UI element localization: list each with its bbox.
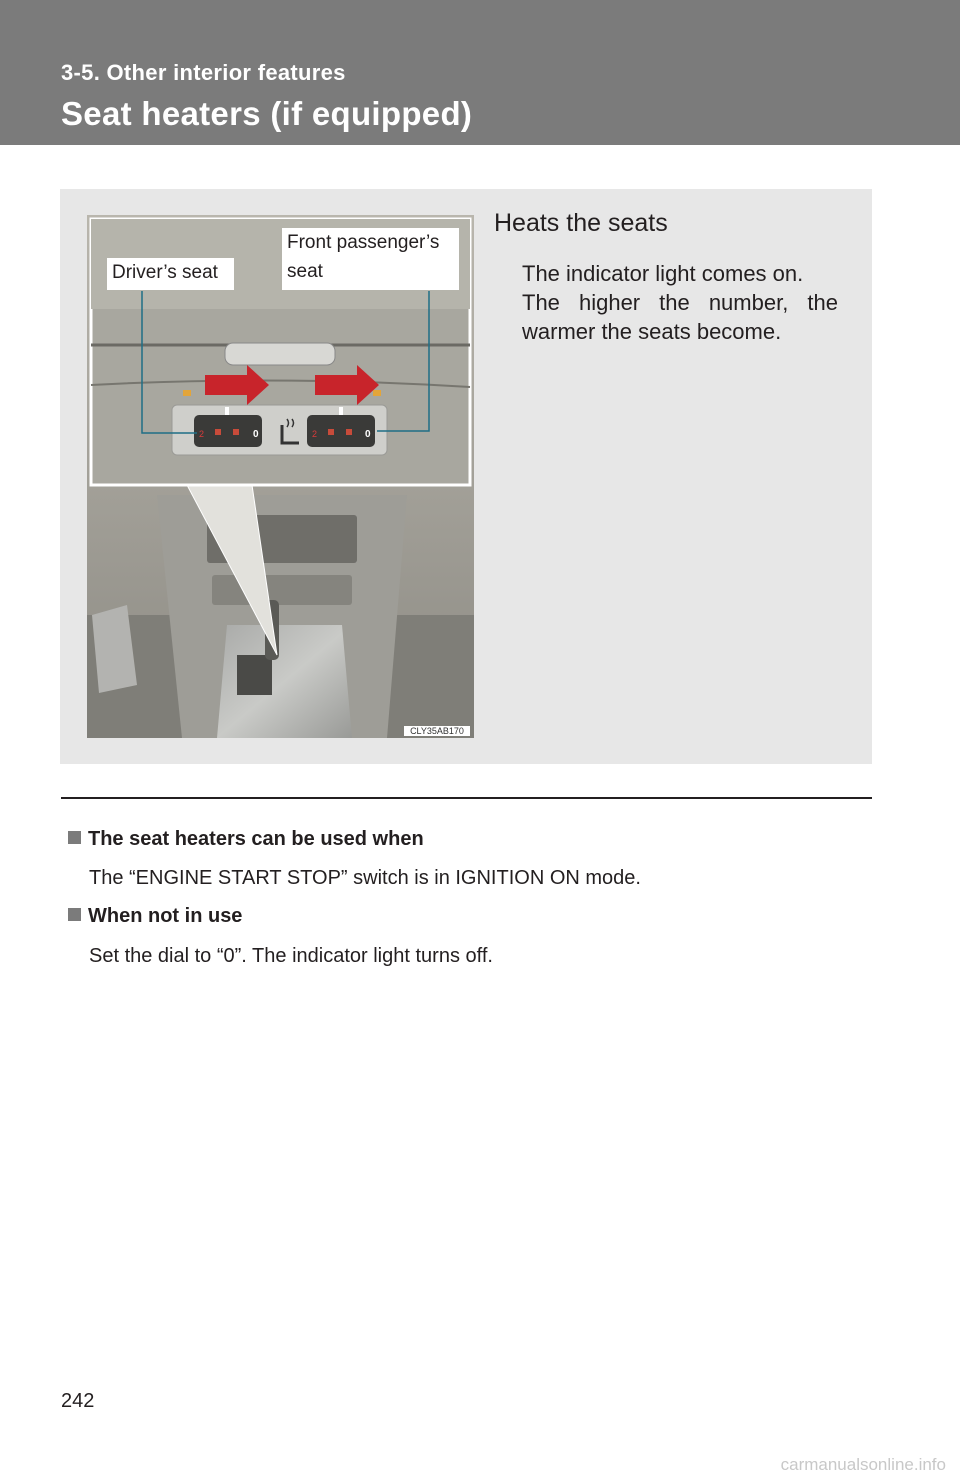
left-dial-num-2: 2 (199, 429, 205, 439)
watermark: carmanualsonline.info (780, 1455, 946, 1474)
passenger-label-line1: Front passenger’s (287, 232, 440, 253)
inset-handle (225, 343, 335, 365)
right-dial-num-0: 0 (365, 429, 371, 440)
figure-code: CLY35AB170 (404, 726, 470, 736)
section-label: 3-5. Other interior features (61, 60, 346, 85)
passenger-label-line2: seat (287, 261, 323, 282)
right-dial-num-2: 2 (312, 429, 318, 439)
passenger-seat-label (282, 228, 459, 290)
description-line: The indicator light comes on. (522, 261, 804, 286)
page-header (0, 0, 960, 145)
bullet-square-icon (68, 908, 81, 921)
word: The (522, 290, 560, 315)
word: the (659, 290, 690, 315)
left-dial-num-0: 0 (253, 429, 259, 440)
note-body-not-in-use: Set the dial to “0”. The indicator light turns off. (89, 945, 493, 967)
note-body-usage: The “ENGINE START STOP” switch is in IGNITION ON mode. (89, 867, 641, 889)
word: number, (708, 290, 789, 315)
note-title-not-in-use: When not in use (68, 905, 242, 928)
description-text (522, 259, 838, 346)
description-line: warmer the seats become. (522, 319, 782, 344)
word: higher (578, 290, 641, 315)
driver-seat-label: Driver’s seat (107, 258, 234, 290)
word: the (807, 290, 838, 315)
shifter-gate (237, 655, 272, 695)
section-divider (61, 797, 872, 799)
bullet-square-icon (68, 831, 81, 844)
description-line-justified (522, 288, 838, 317)
page-title: Seat heaters (if equipped) (61, 95, 473, 132)
description-heading: Heats the seats (494, 209, 668, 237)
seat-heater-illustration (87, 215, 474, 738)
note-title-usage: The seat heaters can be used when (68, 828, 424, 851)
page-number: 242 (61, 1390, 95, 1412)
climate-panel (212, 575, 352, 605)
